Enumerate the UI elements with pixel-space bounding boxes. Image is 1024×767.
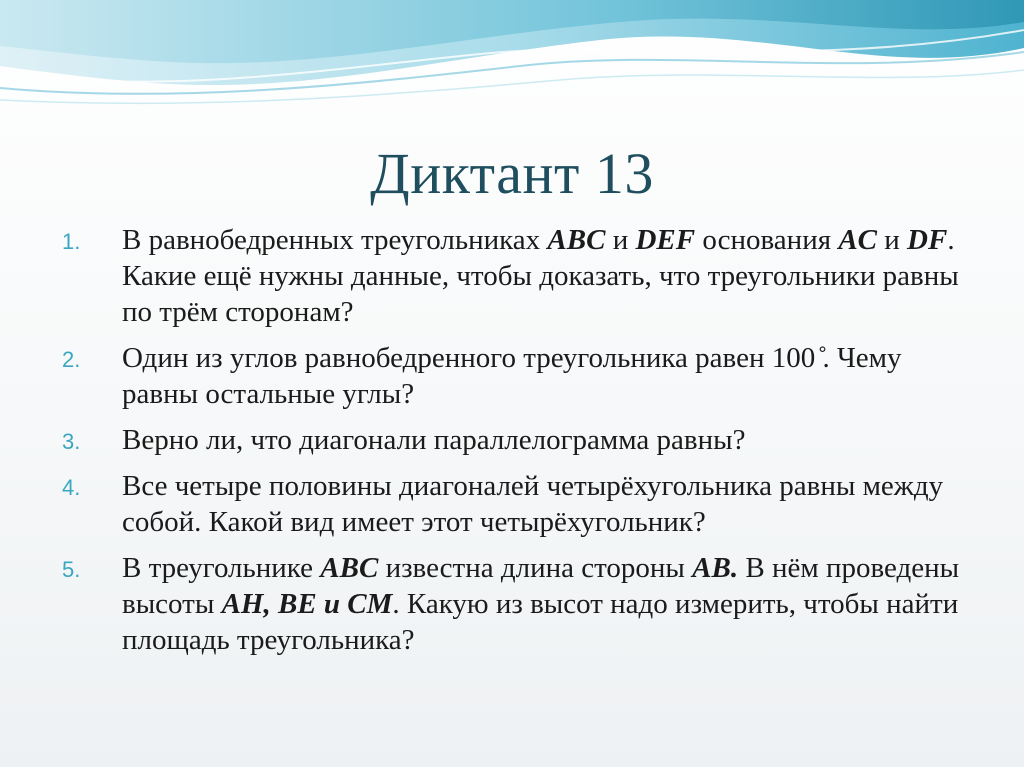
item-text: Верно ли, что диагонали параллелограмма равны? xyxy=(122,424,746,456)
item-number: 4. xyxy=(62,475,81,500)
slide-title: Диктант 13 xyxy=(370,141,654,206)
item-number: 1. xyxy=(62,229,81,254)
list-item xyxy=(60,340,960,412)
item-text: Один из углов равнобедренного треугольника равен 100 ̊. Чему равны остальные углы? xyxy=(122,342,902,410)
item-number: 2. xyxy=(62,347,81,372)
wave-header-decoration xyxy=(0,0,1024,110)
item-text: В треугольнике ABC известна длина стороны AB. В нём проведены высоты AH, BE и CM. Какую из высот надо измерить, чтобы найти площадь треугольника? xyxy=(122,552,960,656)
list-item xyxy=(60,422,960,458)
item-text: В равнобедренных треугольниках ABC и DEF основания AC и DF. Какие ещё нужны данные, чтобы доказать, что треугольники равны по трём сторонам? xyxy=(122,224,959,328)
item-number: 3. xyxy=(62,429,81,454)
list-item xyxy=(60,550,960,658)
list-item xyxy=(60,468,960,540)
item-number: 5. xyxy=(62,557,81,582)
list-item xyxy=(60,222,960,330)
item-text: Все четыре половины диагоналей четырёхугольника равны между собой. Какой вид имеет этот четырёхугольник? xyxy=(122,470,944,538)
question-list xyxy=(60,222,960,668)
